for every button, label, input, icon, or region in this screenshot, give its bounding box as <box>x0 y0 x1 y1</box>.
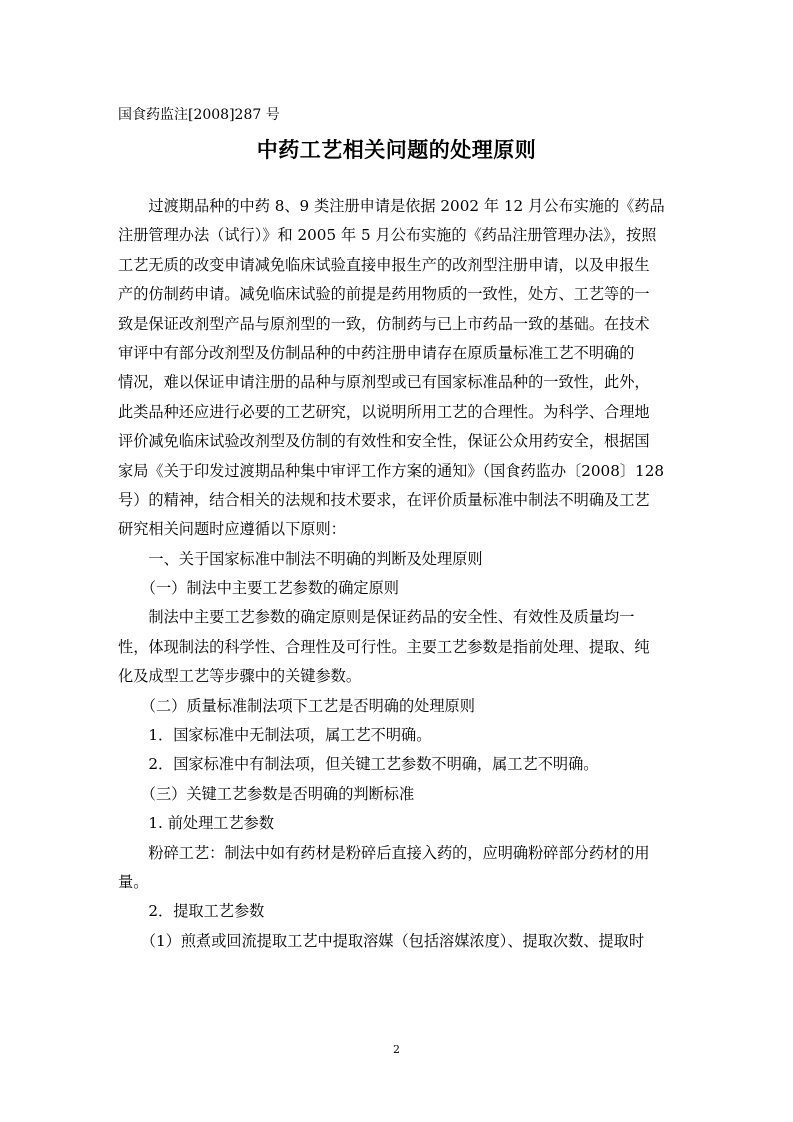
list-item: 1．国家标准中无制法项，属工艺不明确。 <box>118 726 432 745</box>
body-line: 量。 <box>118 872 149 891</box>
body-line: 评价减免临床试验改剂型及仿制的有效性和安全性，保证公众用药安全，根据国 <box>118 432 650 451</box>
body-line: 性，体现制法的科学性、合理性及可行性。主要工艺参数是指前处理、提取、纯 <box>118 637 650 656</box>
list-item: 2．提取工艺参数 <box>118 902 265 921</box>
list-item: 1. 前处理工艺参数 <box>118 814 275 833</box>
subsection-heading: （二）质量标准制法项下工艺是否明确的处理原则 <box>118 696 475 715</box>
body-line: 此类品种还应进行必要的工艺研究，以说明所用工艺的合理性。为科学、合理地 <box>118 402 650 421</box>
body-line: 研究相关问题时应遵循以下原则： <box>118 520 346 539</box>
body-line: 工艺无质的改变申请减免临床试验直接申报生产的改剂型注册申请，以及申报生 <box>118 255 650 274</box>
body-line: 注册管理办法（试行）》和 2005 年 5 月公布实施的《药品注册管理办法》，按照 <box>118 226 657 245</box>
page-number: 2 <box>393 1043 400 1056</box>
body-line: 致是保证改剂型产品与原剂型的一致，仿制药与已上市药品一致的基础。在技术 <box>118 314 650 333</box>
body-line: 粉碎工艺：制法中如有药材是粉碎后直接入药的，应明确粉碎部分药材的用 <box>118 843 650 862</box>
subsection-heading: （三）关键工艺参数是否明确的判断标准 <box>118 784 415 803</box>
body-line: 家局《关于印发过渡期品种集中审评工作方案的通知》（国食药监办〔2008〕128 <box>118 461 665 480</box>
body-text <box>118 192 676 956</box>
list-item: 2．国家标准中有制法项，但关键工艺参数不明确，属工艺不明确。 <box>118 755 599 774</box>
document-number: 国食药监注[2008]287 号 <box>118 107 280 123</box>
body-line: 产的仿制药申请。减免临床试验的前提是药用物质的一致性，处方、工艺等的一 <box>118 285 650 304</box>
subsection-heading: （一）制法中主要工艺参数的确定原则 <box>118 579 399 598</box>
body-line: （1）煎煮或回流提取工艺中提取溶媒（包括溶媒浓度）、提取次数、提取时 <box>118 931 645 950</box>
document-title: 中药工艺相关问题的处理原则 <box>256 137 537 162</box>
body-line: 制法中主要工艺参数的确定原则是保证药品的安全性、有效性及质量均一 <box>118 608 635 627</box>
body-line: 审评中有部分改剂型及仿制品种的中药注册申请存在原质量标准工艺不明确的 <box>118 343 635 362</box>
body-line: 化及成型工艺等步骤中的关键参数。 <box>118 667 361 686</box>
body-line: 过渡期品种的中药 8、9 类注册申请是依据 2002 年 12 月公布实施的《药品 <box>118 197 665 215</box>
section-heading: 一、关于国家标准中制法不明确的判断及处理原则 <box>118 549 483 568</box>
body-line: 情况，难以保证申请注册的品种与原剂型或已有国家标准品种的一致性，此外， <box>118 373 650 392</box>
body-line: 号）的精神，结合相关的法规和技术要求，在评价质量标准中制法不明确及工艺 <box>118 490 650 509</box>
